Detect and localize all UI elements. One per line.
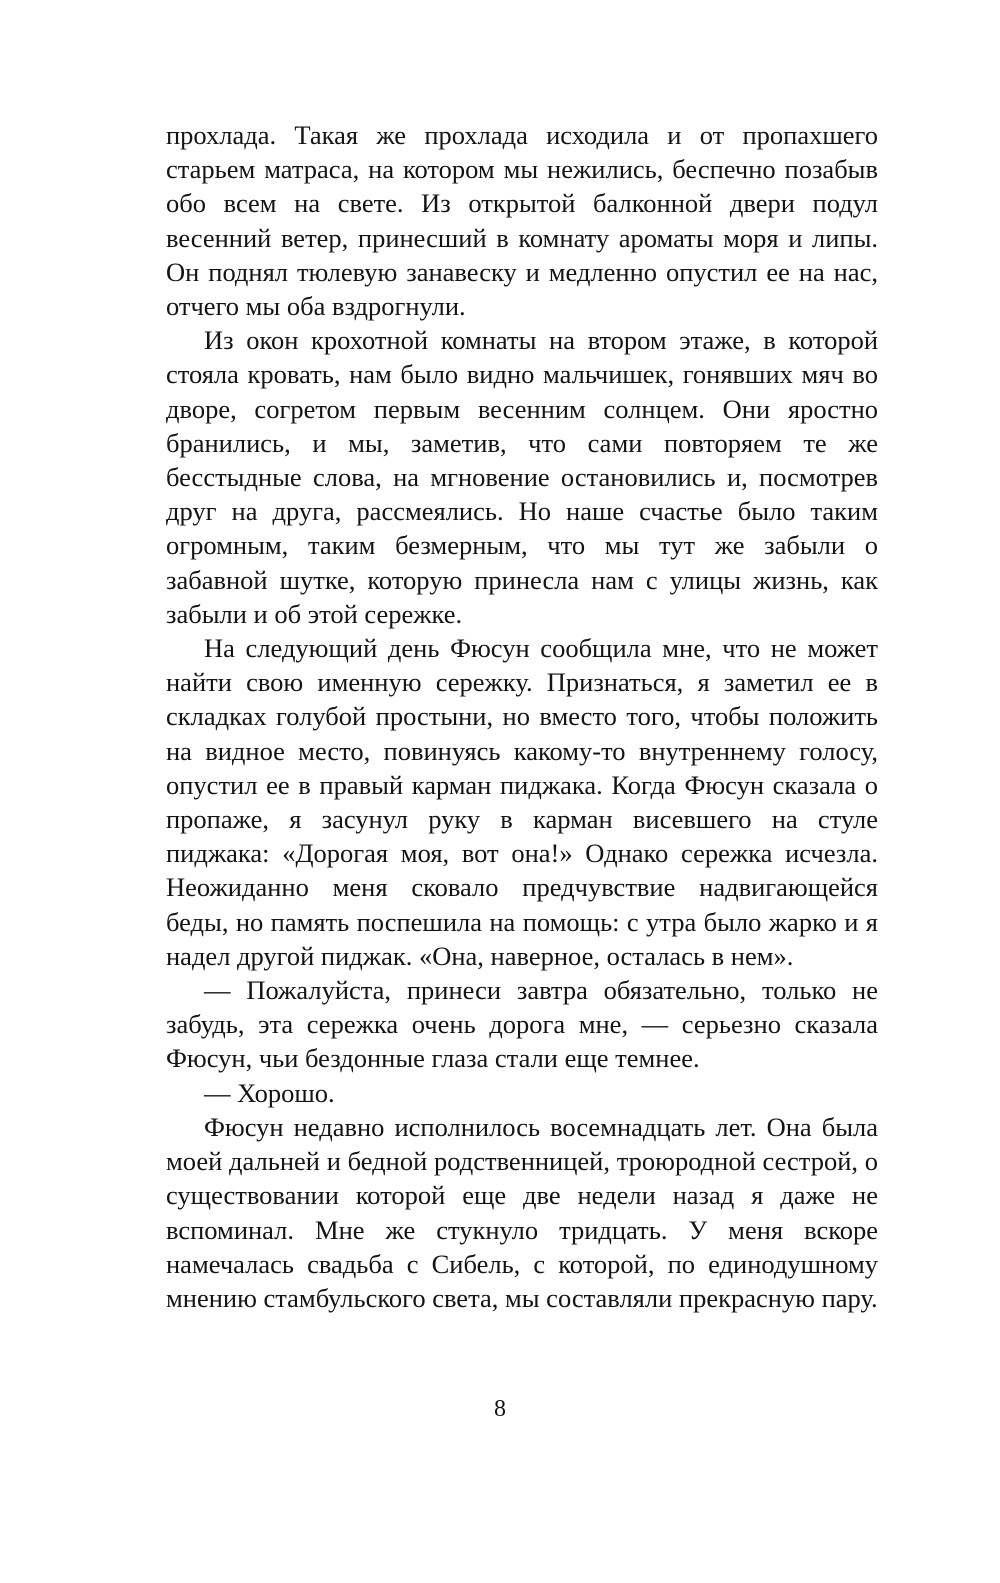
paragraph-5-dialogue: — Хорошо. xyxy=(204,1077,335,1108)
paragraph-2: Из окон крохотной комнаты на втором этаже, в которой стояла кровать, нам было видно мальчишек, гонявших мяч во дворе, согретом первым весенним солнцем. Они яростно бранились, и мы, заметив, что сами повторяем те же бесстыдные слова, на мгновение остановились и, посмотрев друг на друга, рассмеялись. Но наше счастье было таким огромным, таким безмерным, что мы тут же забыли о забавной шутке, которую принесла нам с улицы жизнь, как забыли и об этой сережке. xyxy=(166,325,878,629)
paragraph-3: На следующий день Фюсун сообщила мне, что не может найти свою именную сережку. Признаться, я заметил ее в складках голубой простыни, но вместо того, чтобы положить на видное место, повинуясь какому-то внутреннему голосу, опустил ее в правый карман пиджака. Когда Фюсун сказала о пропаже, я засунул руку в карман висевшего на стуле пиджака: «Дорогая моя, вот она!» Однако сережка исчезла. Неожиданно меня сковало предчувствие надвигающейся беды, но память поспешила на помощь: с утра было жарко и я надел другой пиджак. «Она, наверное, осталась в нем». xyxy=(166,633,878,971)
page-number: 8 xyxy=(494,1396,506,1422)
paragraph-1: прохлада. Такая же прохлада исходила и от пропахшего старьем матраса, на котором мы нежились, беспечно позабыв обо всем на свете. Из открытой балконной двери подул весенний ветер, принесший в комнату ароматы моря и липы. Он поднял тюлевую занавеску и медленно опустил ее на нас, отчего мы оба вздрогнули. xyxy=(166,120,878,322)
body-text xyxy=(166,118,878,1315)
paragraph-6: Фюсун недавно исполнилось восемнадцать лет. Она была моей дальней и бедной родственницей, троюродной сестрой, о существовании которой еще две недели назад я даже не вспоминал. Мне же стукнуло тридцать. У меня вскоре намечалась свадьба с Сибель, с которой, по единодушному мнению стамбульского света, мы составляли прекрасную пару. xyxy=(166,1111,878,1313)
paragraph-4-dialogue: — Пожалуйста, принеси завтра обязательно, только не забудь, эта сережка очень дорога мне, — серьезно сказала Фюсун, чьи бездонные глаза стали еще темнее. xyxy=(166,975,878,1074)
